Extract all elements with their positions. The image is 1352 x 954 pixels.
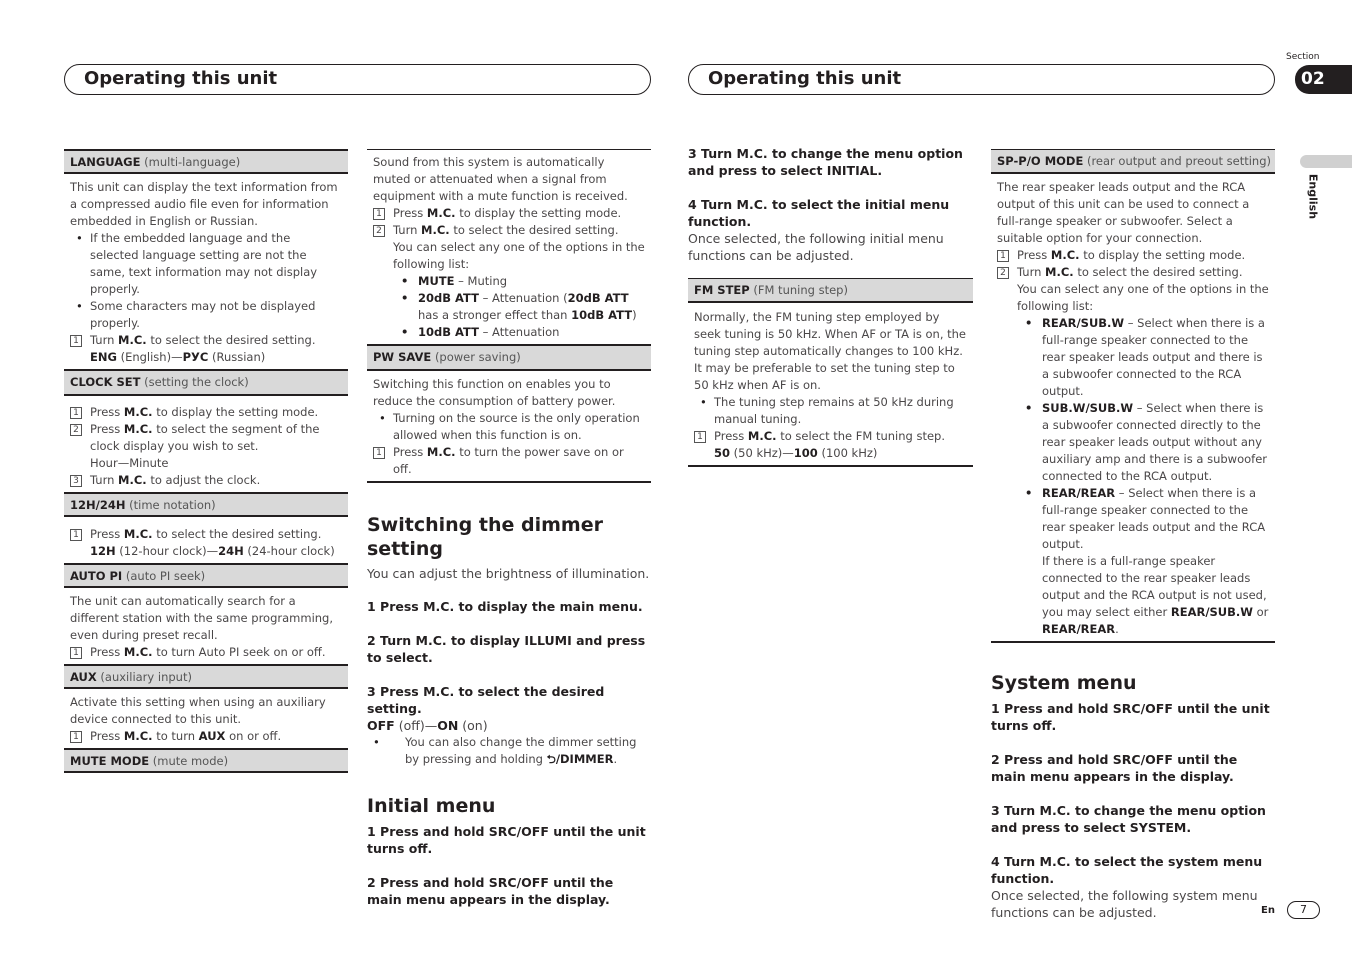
dimmer-note: • You can also change the dimmer setting by pressing and holding ⮌/DIMMER.	[367, 734, 651, 768]
fmstep-options: 50 (50 kHz)—100 (100 kHz)	[714, 446, 878, 460]
dimmer-step-2: 2 Turn M.C. to display ILLUMI and press to select.	[367, 633, 646, 665]
spo-option-3-more: If there is a full-range speaker connected to the rear speaker leads output and the RCA output is not used, you may select either REAR/SUB.W or REAR/REAR.	[1042, 554, 1269, 636]
left-header-title: Operating this unit	[84, 68, 278, 89]
language-title-bar: LANGUAGE (multi-language)	[64, 149, 348, 174]
initial-step-2: 2 Press and hold SRC/OFF until the main menu appears in the display.	[367, 875, 614, 907]
mute-step-2: 2 Turn M.C. to select the desired setting.	[373, 222, 645, 239]
section-number: 02	[1295, 65, 1352, 94]
time-options: 12H (12-hour clock)—24H (24-hour clock)	[90, 544, 335, 558]
time-title-bar: 12H/24H (time notation)	[64, 492, 348, 517]
system-step-4: 4 Turn M.C. to select the system menu function.	[991, 854, 1263, 886]
initial-step-3: 3 Turn M.C. to change the menu option and press to select INITIAL.	[688, 146, 963, 178]
column-4	[991, 149, 1275, 921]
spo-step-2: 2 Turn M.C. to select the desired setting.	[997, 264, 1269, 281]
dimmer-heading: Switching the dimmer setting	[367, 514, 603, 560]
right-header-bar	[688, 64, 1275, 95]
language-step-1: 1 Turn M.C. to select the desired setting.	[70, 332, 342, 349]
clock-step-2-sub: Hour—Minute	[90, 456, 169, 470]
right-header-title: Operating this unit	[708, 68, 902, 89]
pwsave-body: Switching this function on enables you to reduce the consumption of battery power.	[373, 377, 616, 408]
initial-step-1: 1 Press and hold SRC/OFF until the unit turns off.	[367, 824, 646, 856]
language-tab-label: English	[1306, 173, 1320, 220]
column-2	[367, 149, 651, 908]
aux-body: Activate this setting when using an auxiliary device connected to this unit.	[70, 695, 326, 726]
left-header-bar	[64, 64, 651, 95]
spo-step-2-sub: You can select any one of the options in the following list:	[1017, 282, 1269, 313]
fmstep-step-1: 1 Press M.C. to select the FM tuning step.	[694, 428, 967, 445]
clock-step-2: 2 Press M.C. to select the segment of the clock display you wish to set.	[70, 421, 342, 455]
pwsave-bullet-1: • Turning on the source is the only operation allowed when this function is on.	[373, 410, 645, 444]
page-number-badge	[1287, 901, 1320, 919]
clock-step-1: 1 Press M.C. to display the setting mode.	[70, 404, 342, 421]
language-options: ENG (English)—РУС (Russian)	[90, 350, 266, 364]
spo-body: The rear speaker leads output and the RCA output of this unit can be used to connect a full-range speaker or subwoofer. Select a suitable option for your connection.	[997, 180, 1250, 245]
pwsave-step-1: 1 Press M.C. to turn the power save on or off.	[373, 444, 645, 478]
page-number: 7	[1300, 903, 1307, 916]
spo-option-2: • SUB.W/SUB.W – Select when there is a subwoofer connected directly to the rear speaker leads output without any auxiliary amp and there is a subwoofer connected to the RCA output.	[997, 400, 1269, 485]
mute-step-2-sub: You can select any one of the options in the following list:	[393, 240, 645, 271]
dimmer-step-1: 1 Press M.C. to display the main menu.	[367, 599, 643, 614]
system-step-2: 2 Press and hold SRC/OFF until the main menu appears in the display.	[991, 752, 1238, 784]
system-heading: System menu	[991, 672, 1137, 694]
column-3	[688, 145, 973, 467]
column-1	[64, 149, 348, 773]
fmstep-title-bar: FM STEP (FM tuning step)	[688, 278, 973, 303]
spo-option-3: • REAR/REAR – Select when there is a full-range speaker connected to the rear speaker leads output and the RCA output.	[997, 485, 1269, 553]
spo-title-bar: SP-P/O MODE (rear output and preout setting)	[991, 149, 1275, 174]
spo-option-1: • REAR/SUB.W – Select when there is a full-range speaker connected to the rear speaker leads output and there is a subwoofer connected to the RCA output.	[997, 315, 1269, 400]
system-step-4-body: Once selected, the following system menu functions can be adjusted.	[991, 888, 1258, 920]
mute-option-1: • MUTE – Muting	[373, 273, 645, 290]
language-bullet-2: • Some characters may not be displayed properly.	[70, 298, 342, 332]
system-step-3: 3 Turn M.C. to change the menu option and press to select SYSTEM.	[991, 803, 1266, 835]
spo-step-1: 1 Press M.C. to display the setting mode.	[997, 247, 1269, 264]
autopi-step-1: 1 Press M.C. to turn Auto PI seek on or off.	[70, 644, 342, 661]
mute-title-bar: MUTE MODE (mute mode)	[64, 748, 348, 773]
time-step-1: 1 Press M.C. to select the desired setting.	[70, 526, 342, 543]
language-bullet-1: • If the embedded language and the selected language setting are not the same, text information may not display properly.	[70, 230, 342, 298]
language-body: This unit can display the text information from a compressed audio file even for information embedded in English or Russian.	[70, 180, 338, 228]
initial-step-4-body: Once selected, the following initial menu functions can be adjusted.	[688, 231, 944, 263]
autopi-body: The unit can automatically search for a different station with the same programming, even during preset recall.	[70, 594, 334, 642]
dimmer-options: OFF (off)—ON (on)	[367, 718, 488, 733]
footer-lang: En	[1261, 905, 1275, 916]
mute-body: Sound from this system is automatically muted or attenuated when a signal from equipment with a mute function is received.	[373, 155, 628, 203]
fmstep-body: Normally, the FM tuning step employed by seek tuning is 50 kHz. When AF or TA is on, the tuning step automatically changes to 100 kHz. It may be preferable to set the tuning step to 50 kHz when AF is on.	[694, 310, 967, 392]
dimmer-return-icon: ⮌	[546, 752, 556, 766]
autopi-title-bar: AUTO PI (auto PI seek)	[64, 563, 348, 588]
mute-step-1: 1 Press M.C. to display the setting mode.	[373, 205, 645, 222]
clock-step-3: 3 Turn M.C. to adjust the clock.	[70, 472, 342, 489]
aux-step-1: 1 Press M.C. to turn AUX on or off.	[70, 728, 342, 745]
section-label: Section	[1286, 52, 1320, 62]
clock-title-bar: CLOCK SET (setting the clock)	[64, 371, 348, 396]
mute-option-3: • 10dB ATT – Attenuation	[373, 324, 645, 341]
initial-step-4: 4 Turn M.C. to select the initial menu function.	[688, 197, 950, 229]
dimmer-step-3: 3 Press M.C. to select the desired setting.	[367, 684, 605, 716]
initial-heading: Initial menu	[367, 795, 496, 817]
mute-option-2: • 20dB ATT – Attenuation (20dB ATT has a stronger effect than 10dB ATT)	[373, 290, 645, 324]
aux-title-bar: AUX (auxiliary input)	[64, 664, 348, 689]
system-step-1: 1 Press and hold SRC/OFF until the unit turns off.	[991, 701, 1270, 733]
fmstep-bullet-1: • The tuning step remains at 50 kHz during manual tuning.	[694, 394, 967, 428]
dimmer-intro: You can adjust the brightness of illumination.	[367, 566, 650, 581]
pwsave-title-bar: PW SAVE (power saving)	[367, 346, 651, 371]
